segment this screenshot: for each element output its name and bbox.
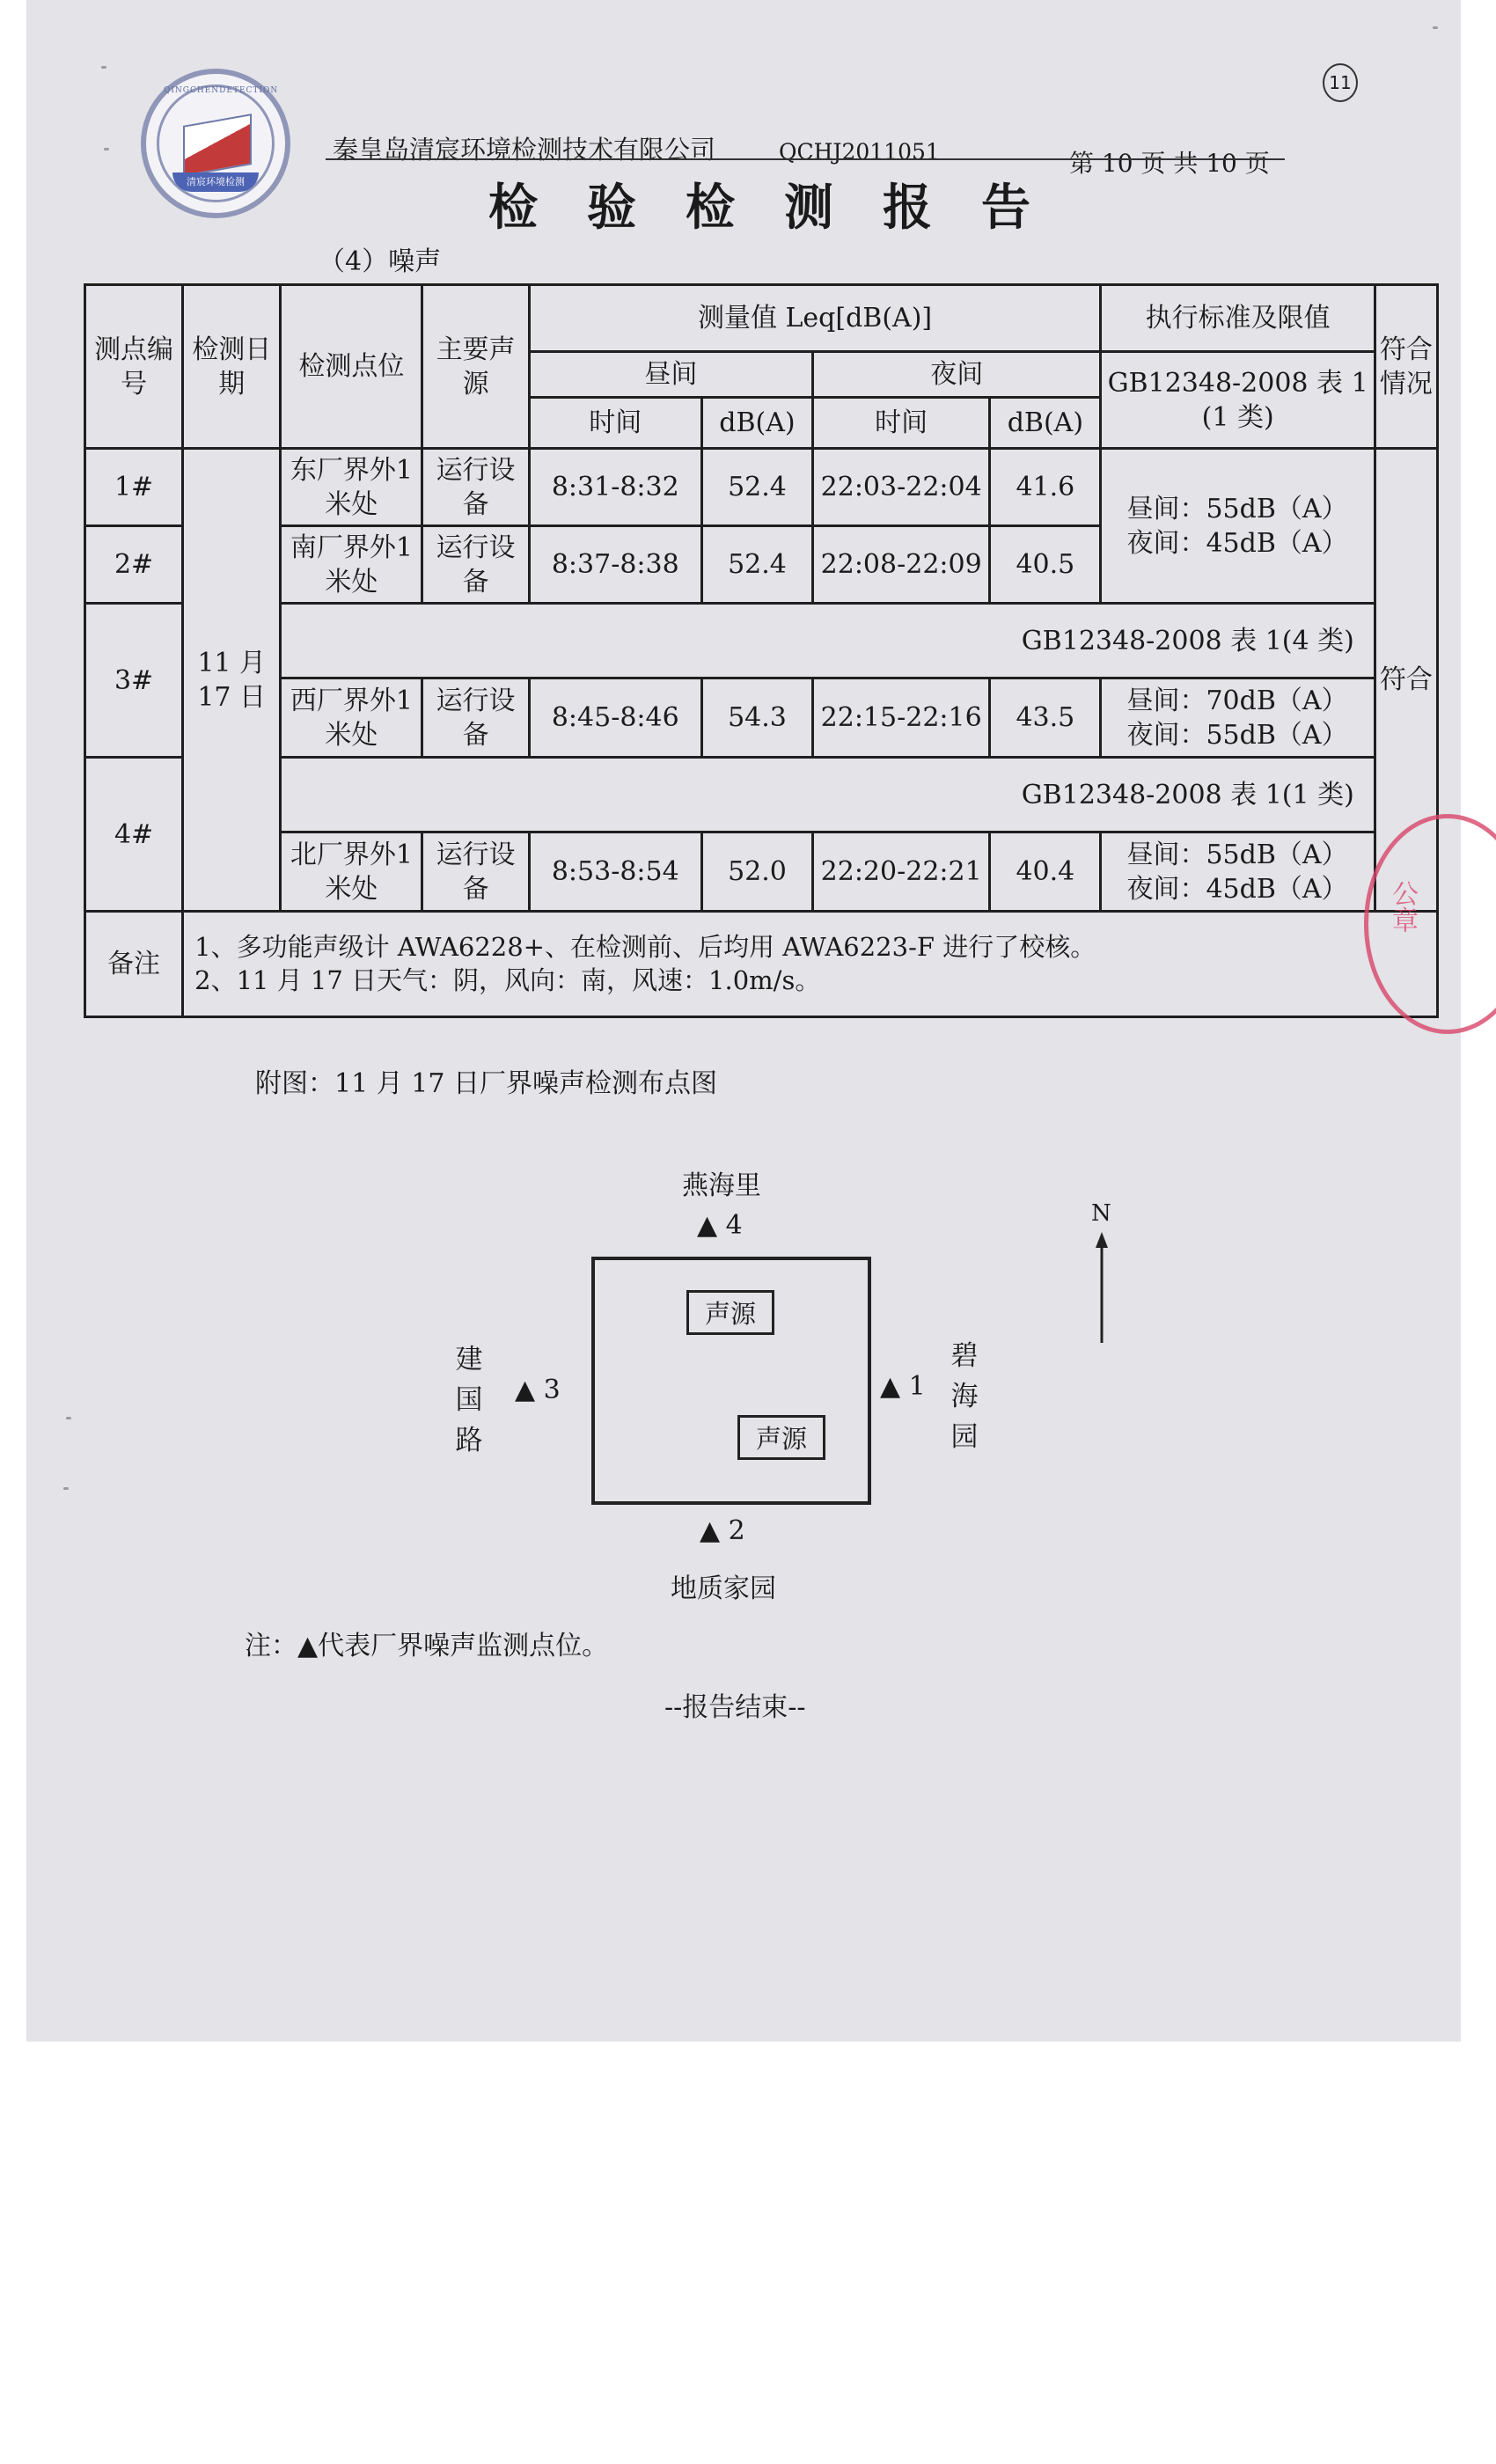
cell-night-time: 22:08-22:09 [813,526,990,604]
company-logo-seal [141,69,290,218]
figure-caption: 附图：11 月 17 日厂界噪声检测布点图 [255,1068,717,1099]
table-row [85,678,1438,758]
table-row [85,604,1438,678]
cell-day-time: 8:45-8:46 [529,678,701,758]
cell-standard-class4: GB12348-2008 表 1(4 类) [281,604,1375,678]
cell-day-db: 52.4 [701,449,812,526]
cell-day-db: 52.0 [701,832,812,912]
notes-content [183,912,1438,1017]
north-label: N [1091,1200,1111,1227]
cell-night-db: 43.5 [990,678,1101,758]
plant-boundary-box [591,1257,871,1505]
header-standard: 执行标准及限值 [1101,285,1375,352]
label-north-side: 燕海里 [682,1170,761,1201]
header-day-time: 时间 [529,398,701,449]
cell-location: 北厂界外1 米处 [281,832,422,912]
cell-night-db: 40.5 [990,526,1101,604]
header-point-no: 测点编号 [85,285,183,449]
header-measurement: 测量值 Leq[dB(A)] [529,285,1101,352]
cell-point-no: 4# [85,758,183,912]
cell-night-time: 22:15-22:16 [813,678,990,758]
cell-night-db: 41.6 [990,449,1101,526]
scan-speck [101,66,106,69]
table-row [85,449,1438,526]
cell-day-time: 8:53-8:54 [529,832,701,912]
scan-speck [63,1487,69,1490]
point-1-marker: ▲ 1 [880,1371,926,1402]
report-number: QCHJ2011051 [779,139,940,165]
cell-source: 运行设备 [422,449,529,526]
cell-source: 运行设备 [422,526,529,604]
cell-day-db: 54.3 [701,678,812,758]
header-night: 夜间 [813,352,1101,398]
table-row [85,758,1438,832]
point-3-marker: ▲ 3 [515,1375,561,1405]
point-2-marker: ▲ 2 [700,1515,745,1546]
scan-speck [104,148,109,150]
label-south-side: 地质家园 [671,1573,776,1604]
report-title: 检验检测报告 [488,179,1080,237]
limit-day: 昼间：70dB（A） [1126,685,1348,716]
cell-limits-class4 [1101,678,1375,758]
label-east-side: 碧海园 [950,1340,979,1453]
logo-arc-text: QINGCHENDETECTION [164,86,279,95]
header-rule [326,158,1285,160]
header-night-dba: dB(A) [990,398,1101,449]
section-title: （4）噪声 [319,246,442,277]
cell-location: 南厂界外1 米处 [281,526,422,604]
red-official-stamp: 公章 [1364,814,1496,1034]
header-night-time: 时间 [813,398,990,449]
limit-night: 夜间：55dB（A） [1126,719,1348,751]
cell-night-time: 22:20-22:21 [813,832,990,912]
cell-limits-class1 [1101,449,1375,604]
table-row [85,832,1438,912]
noise-source-1: 声源 [686,1290,774,1335]
cell-conformity: 符合 [1375,449,1437,912]
limit-day: 昼间：55dB（A） [1126,493,1348,524]
noise-source-2: 声源 [737,1415,825,1460]
header-day: 昼间 [529,352,812,398]
cell-source: 运行设备 [422,832,529,912]
note-2: 2、11 月 17 日天气：阴，风向：南，风速：1.0m/s。 [194,964,821,995]
notes-label: 备注 [85,912,183,1017]
page-info: 第 10 页 共 10 页 [1069,149,1270,178]
cell-standard-class1b: GB12348-2008 表 1(1 类) [281,758,1375,832]
cell-night-db: 40.4 [990,832,1101,912]
noise-results-table [84,283,1439,1018]
label-west-side: 建国路 [455,1344,483,1456]
north-arrow-icon [1091,1232,1112,1346]
cell-day-db: 52.4 [701,526,812,604]
cell-location: 东厂界外1 米处 [281,449,422,526]
scan-speck [66,1417,71,1419]
handwritten-page-number: 11 [1323,63,1358,102]
scan-speck [1433,26,1438,29]
cell-day-time: 8:37-8:38 [529,526,701,604]
logo-band-text: 清宸环境检测 [172,172,259,192]
limit-night: 夜间：45dB（A） [1126,527,1348,559]
limit-day: 昼间：55dB（A） [1126,839,1348,870]
cell-limits-class1b [1101,832,1375,912]
cell-day-time: 8:31-8:32 [529,449,701,526]
cell-date: 11 月 17 日 [183,449,281,912]
company-name: 秦皇岛清宸环境检测技术有限公司 [333,135,716,165]
note-1: 1、多功能声级计 AWA6228+、在检测前、后均用 AWA6223-F 进行了校核。 [194,931,1096,962]
point-4-marker: ▲ 4 [697,1210,743,1241]
header-source: 主要声源 [422,285,529,449]
cell-night-time: 22:03-22:04 [813,449,990,526]
cell-location: 西厂界外1 米处 [281,678,422,758]
header-conformity: 符合情况 [1375,285,1437,449]
notes-row [85,912,1438,1017]
header-day-dba: dB(A) [701,398,812,449]
limit-night: 夜间：45dB（A） [1126,873,1348,905]
cell-point-no: 3# [85,604,183,758]
cell-point-no: 1# [85,449,183,526]
figure-note: 注：▲代表厂界噪声监测点位。 [245,1631,609,1661]
header-date: 检测日期 [183,285,281,449]
report-end: --报告结束-- [664,1692,806,1723]
header-standard-class1: GB12348-2008 表 1 (1 类) [1101,352,1375,449]
cell-source: 运行设备 [422,678,529,758]
header-location: 检测点位 [281,285,422,449]
cell-point-no: 2# [85,526,183,604]
